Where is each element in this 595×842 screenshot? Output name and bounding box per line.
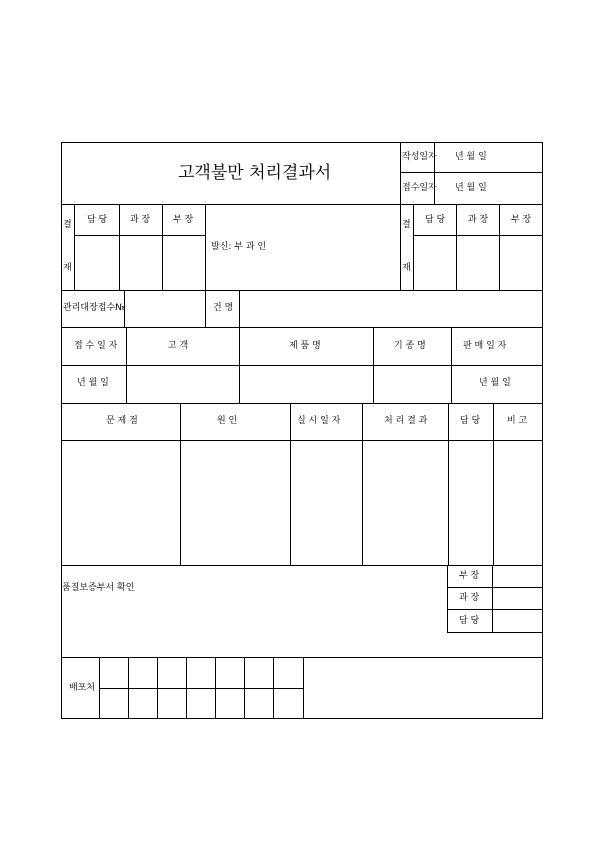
rule-management-3 <box>239 290 240 327</box>
rule-distribution-0 <box>99 657 100 718</box>
rule-management-bottom <box>61 327 543 328</box>
approval-left-side-bottom: 재 <box>63 263 72 273</box>
rule-process-4 <box>448 403 449 565</box>
rule-approval-right-col1 <box>456 204 457 290</box>
rule-process-1 <box>180 403 181 565</box>
approval-left-side-top: 결 <box>63 220 72 230</box>
rule-distribution-6 <box>273 657 274 718</box>
received-date-value: 년 월 일 <box>455 183 487 193</box>
rule-process-header <box>61 440 543 441</box>
rule-approval-right-mid <box>413 235 543 236</box>
quality-role-manager: 과 장 <box>459 593 480 603</box>
ledger-number-label: 관리대장접수№ <box>63 303 125 313</box>
rule-quality-1v <box>447 565 448 632</box>
rule-approval-left-end <box>205 204 206 290</box>
approval-right-col-staff: 담 당 <box>425 215 446 225</box>
process-header-cause: 원 인 <box>217 416 238 426</box>
document-title: 고객불만 처리결과서 <box>178 163 332 183</box>
quality-role-director: 부 장 <box>459 571 480 581</box>
rule-header-split <box>400 142 401 204</box>
rule-process-5 <box>493 403 494 565</box>
rule-reception-bottom <box>61 403 543 404</box>
approval-right-col-manager: 과 장 <box>468 215 489 225</box>
reception-header-model: 기 종 명 <box>394 341 426 351</box>
approval-right-side-top: 결 <box>402 220 411 230</box>
rule-distribution-1 <box>128 657 129 718</box>
rule-quality-2v <box>492 565 493 632</box>
rule-quality-2 <box>447 609 543 610</box>
rule-approval-bottom <box>61 290 543 291</box>
approval-right-side-bottom: 재 <box>402 263 411 273</box>
distribution-label: 배포처 <box>69 683 96 693</box>
rule-management-2 <box>205 290 206 327</box>
process-header-problem: 문 제 점 <box>106 416 138 426</box>
rule-approval-left-mid <box>74 235 205 236</box>
process-header-exec-date: 실 시 일 자 <box>297 416 341 426</box>
received-date-label: 접수일자 <box>402 183 437 193</box>
sender-text: 발신: 부 과 인 <box>211 242 267 252</box>
rule-header-mid-right <box>400 172 543 173</box>
written-date-value: 년 월 일 <box>455 152 487 162</box>
rule-reception-4 <box>451 327 452 403</box>
rule-distribution-7 <box>303 657 304 718</box>
rule-process-2 <box>290 403 291 565</box>
rule-process-3 <box>362 403 363 565</box>
subject-label: 건 명 <box>213 303 234 313</box>
border-bottom <box>61 718 543 719</box>
rule-approval-left-col1 <box>119 204 120 290</box>
rule-process-bottom <box>61 565 543 566</box>
rule-reception-mid <box>61 365 543 366</box>
approval-right-col-director: 부 장 <box>511 215 532 225</box>
rule-header-bottom <box>61 204 543 205</box>
written-date-label: 작성일자 <box>402 152 437 162</box>
rule-distribution-3 <box>186 657 187 718</box>
rule-distribution-5 <box>244 657 245 718</box>
rule-approval-right-start <box>400 204 401 290</box>
process-header-result: 처 리 결 과 <box>384 416 428 426</box>
approval-left-col-staff: 담 당 <box>87 215 108 225</box>
process-header-owner: 담 당 <box>460 416 481 426</box>
rule-reception-2 <box>239 327 240 403</box>
reception-header-customer: 고 객 <box>168 341 189 351</box>
rule-reception-1 <box>126 327 127 403</box>
rule-distribution-2 <box>157 657 158 718</box>
rule-quality-1 <box>447 587 543 588</box>
reception-header-received-date: 접 수 일 자 <box>74 341 118 351</box>
rule-approval-right-col2 <box>499 204 500 290</box>
quality-role-staff: 담 당 <box>459 616 480 626</box>
reception-header-product: 제 품 명 <box>289 341 321 351</box>
border-top <box>61 142 543 143</box>
rule-quality-bottom <box>61 657 543 658</box>
rule-quality-3 <box>447 632 543 633</box>
process-header-remarks: 비 고 <box>507 416 528 426</box>
rule-distribution-4 <box>215 657 216 718</box>
approval-left-col-director: 부 장 <box>173 215 194 225</box>
rule-approval-right-side <box>413 204 414 290</box>
quality-dept-label: 품질보증부서 확인 <box>62 583 135 593</box>
reception-header-sale-date: 판 매 일 자 <box>463 341 507 351</box>
reception-received-date-value: 년 월 일 <box>77 378 109 388</box>
approval-left-col-manager: 과 장 <box>130 215 151 225</box>
rule-reception-3 <box>373 327 374 403</box>
reception-sale-date-value: 년 월 일 <box>479 378 511 388</box>
border-left <box>61 142 62 719</box>
border-right <box>542 142 543 719</box>
rule-approval-left-col2 <box>162 204 163 290</box>
rule-approval-left-side <box>74 204 75 290</box>
